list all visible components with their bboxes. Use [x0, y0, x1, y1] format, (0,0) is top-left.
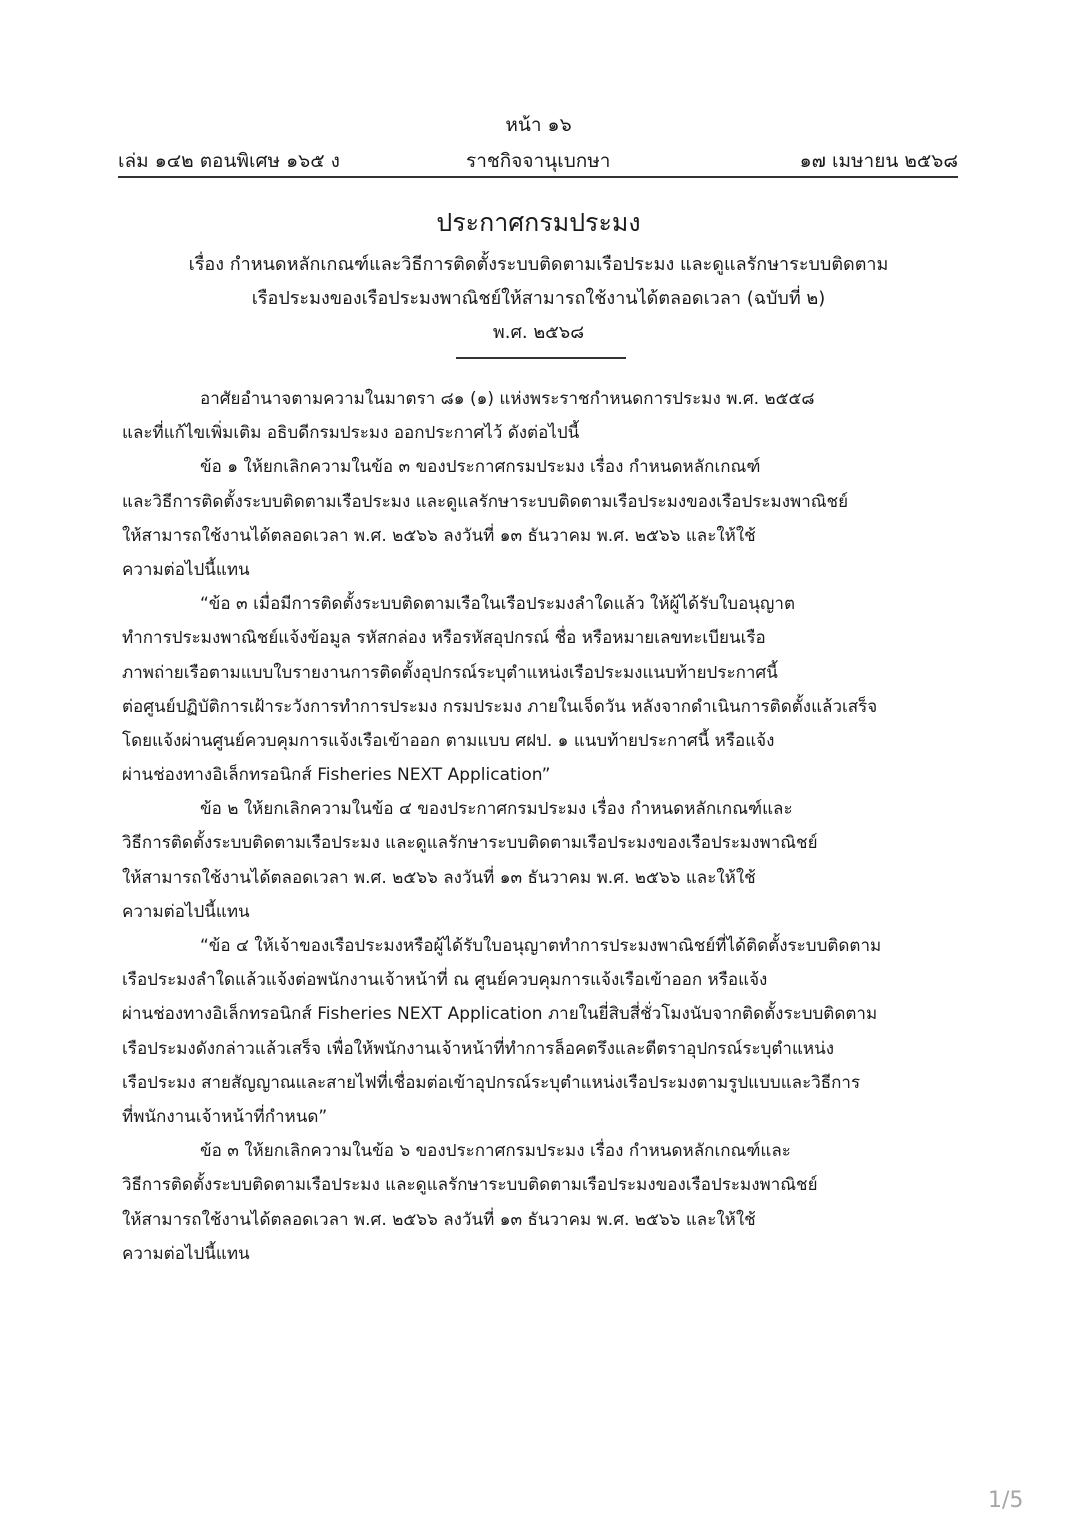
body-line: ทำการประมงพาณิชย์แจ้งข้อมูล รหัสกล่อง หรือรหัสอุปกรณ์ ชื่อ หรือหมายเลขทะเบียนเรือ — [122, 628, 766, 649]
body-line: ภาพถ่ายเรือตามแบบใบรายงานการติดตั้งอุปกรณ์ระบุตำแหน่งเรือประมงแนบท้ายประกาศนี้ — [122, 662, 778, 683]
body-line: โดยแจ้งผ่านศูนย์ควบคุมการแจ้งเรือเข้าออก ตามแบบ ศฝป. ๑ แนบท้ายประกาศนี้ หรือแจ้ง — [122, 730, 775, 751]
title-divider — [456, 357, 626, 359]
body-line: ข้อ ๒ ให้ยกเลิกความในข้อ ๔ ของประกาศกรมประมง เรื่อง กำหนดหลักเกณฑ์และ — [200, 799, 793, 820]
subject-year: พ.ศ. ๒๕๖๘ — [492, 322, 585, 343]
page-indicator: 1/5 — [988, 1488, 1024, 1513]
body-line: ความต่อไปนี้แทน — [122, 1243, 250, 1264]
body-line: อาศัยอำนาจตามความในมาตรา ๘๑ (๑) แห่งพระราชกำหนดการประมง พ.ศ. ๒๕๕๘ — [200, 389, 815, 409]
announcement-subject — [100, 248, 977, 350]
subject-line: เรื่อง กำหนดหลักเกณฑ์และวิธีการติดตั้งระบบติดตามเรือประมง และดูแลรักษาระบบติดตาม — [188, 254, 889, 275]
announcement-title: ประกาศกรมประมง — [436, 208, 641, 237]
subject-line: เรือประมงของเรือประมงพาณิชย์ให้สามารถใช้งานได้ตลอดเวลา (ฉบับที่ ๒) — [251, 288, 826, 309]
body-line: และวิธีการติดตั้งระบบติดตามเรือประมง และดูแลรักษาระบบติดตามเรือประมงของเรือประมงพาณิชย์ — [122, 491, 849, 512]
body-line: “ข้อ ๓ เมื่อมีการติดตั้งระบบติดตามเรือในเรือประมงลำใดแล้ว ให้ผู้ได้รับใบอนุญาต — [200, 594, 795, 615]
body-line: เรือประมง สายสัญญาณและสายไฟที่เชื่อมต่อเข้าอุปกรณ์ระบุตำแหน่งเรือประมงตามรูปแบบและวิธีการ — [122, 1072, 861, 1093]
body-line: วิธีการติดตั้งระบบติดตามเรือประมง และดูแลรักษาระบบติดตามเรือประมงของเรือประมงพาณิชย์ — [122, 833, 818, 854]
publication-date: ๑๗ เมษายน ๒๕๖๘ — [799, 150, 958, 172]
body-line: ความต่อไปนี้แทน — [122, 901, 250, 922]
volume-info: เล่ม ๑๔๒ ตอนพิเศษ ๑๖๕ ง — [118, 150, 340, 172]
body-line: ความต่อไปนี้แทน — [122, 559, 250, 580]
body-line: ข้อ ๑ ให้ยกเลิกความในข้อ ๓ ของประกาศกรมประมง เรื่อง กำหนดหลักเกณฑ์ — [200, 457, 761, 478]
body-line: “ข้อ ๔ ให้เจ้าของเรือประมงหรือผู้ได้รับใบอนุญาตทำการประมงพาณิชย์ที่ได้ติดตั้งระบบติดตาม — [200, 936, 882, 956]
body-line: ผ่านช่องทางอิเล็กทรอนิกส์ Fisheries NEXT Application ภายในยี่สิบสี่ชั่วโมงนับจากติดตั้งระบบติดตาม — [122, 1004, 878, 1025]
body-line: เรือประมงดังกล่าวแล้วเสร็จ เพื่อให้พนักงานเจ้าหน้าที่ทำการล็อคตรึงและตีตราอุปกรณ์ระบุตำแหน่ง — [122, 1038, 835, 1059]
body-line: วิธีการติดตั้งระบบติดตามเรือประมง และดูแลรักษาระบบติดตามเรือประมงของเรือประมงพาณิชย์ — [122, 1175, 818, 1196]
body-line: ให้สามารถใช้งานได้ตลอดเวลา พ.ศ. ๒๕๖๖ ลงวันที่ ๑๓ ธันวาคม พ.ศ. ๒๕๖๖ และให้ใช้ — [122, 525, 756, 546]
body-line: ข้อ ๓ ให้ยกเลิกความในข้อ ๖ ของประกาศกรมประมง เรื่อง กำหนดหลักเกณฑ์และ — [200, 1141, 791, 1162]
body-line: ต่อศูนย์ปฏิบัติการเฝ้าระวังการทำการประมง กรมประมง ภายในเจ็ดวัน หลังจากดำเนินการติดตั้งแล้วเสร็จ — [122, 696, 878, 717]
header-divider — [118, 176, 958, 178]
page-label: หน้า ๑๖ — [505, 114, 572, 136]
body-line: ผ่านช่องทางอิเล็กทรอนิกส์ Fisheries NEXT Application” — [122, 765, 551, 786]
body-line: และที่แก้ไขเพิ่มเติม อธิบดีกรมประมง ออกประกาศไว้ ดังต่อไปนี้ — [122, 423, 580, 444]
body-line: ให้สามารถใช้งานได้ตลอดเวลา พ.ศ. ๒๕๖๖ ลงวันที่ ๑๓ ธันวาคม พ.ศ. ๒๕๖๖ และให้ใช้ — [122, 867, 756, 888]
body-line: ที่พนักงานเจ้าหน้าที่กำหนด” — [122, 1106, 328, 1127]
body-line: ให้สามารถใช้งานได้ตลอดเวลา พ.ศ. ๒๕๖๖ ลงวันที่ ๑๓ ธันวาคม พ.ศ. ๒๕๖๖ และให้ใช้ — [122, 1209, 756, 1230]
gazette-name: ราชกิจจานุเบกษา — [466, 150, 611, 172]
body-line: เรือประมงลำใดแล้วแจ้งต่อพนักงานเจ้าหน้าที่ ณ ศูนย์ควบคุมการแจ้งเรือเข้าออก หรือแจ้ง — [122, 970, 768, 991]
gazette-header — [118, 146, 958, 174]
body-text — [122, 382, 952, 1271]
